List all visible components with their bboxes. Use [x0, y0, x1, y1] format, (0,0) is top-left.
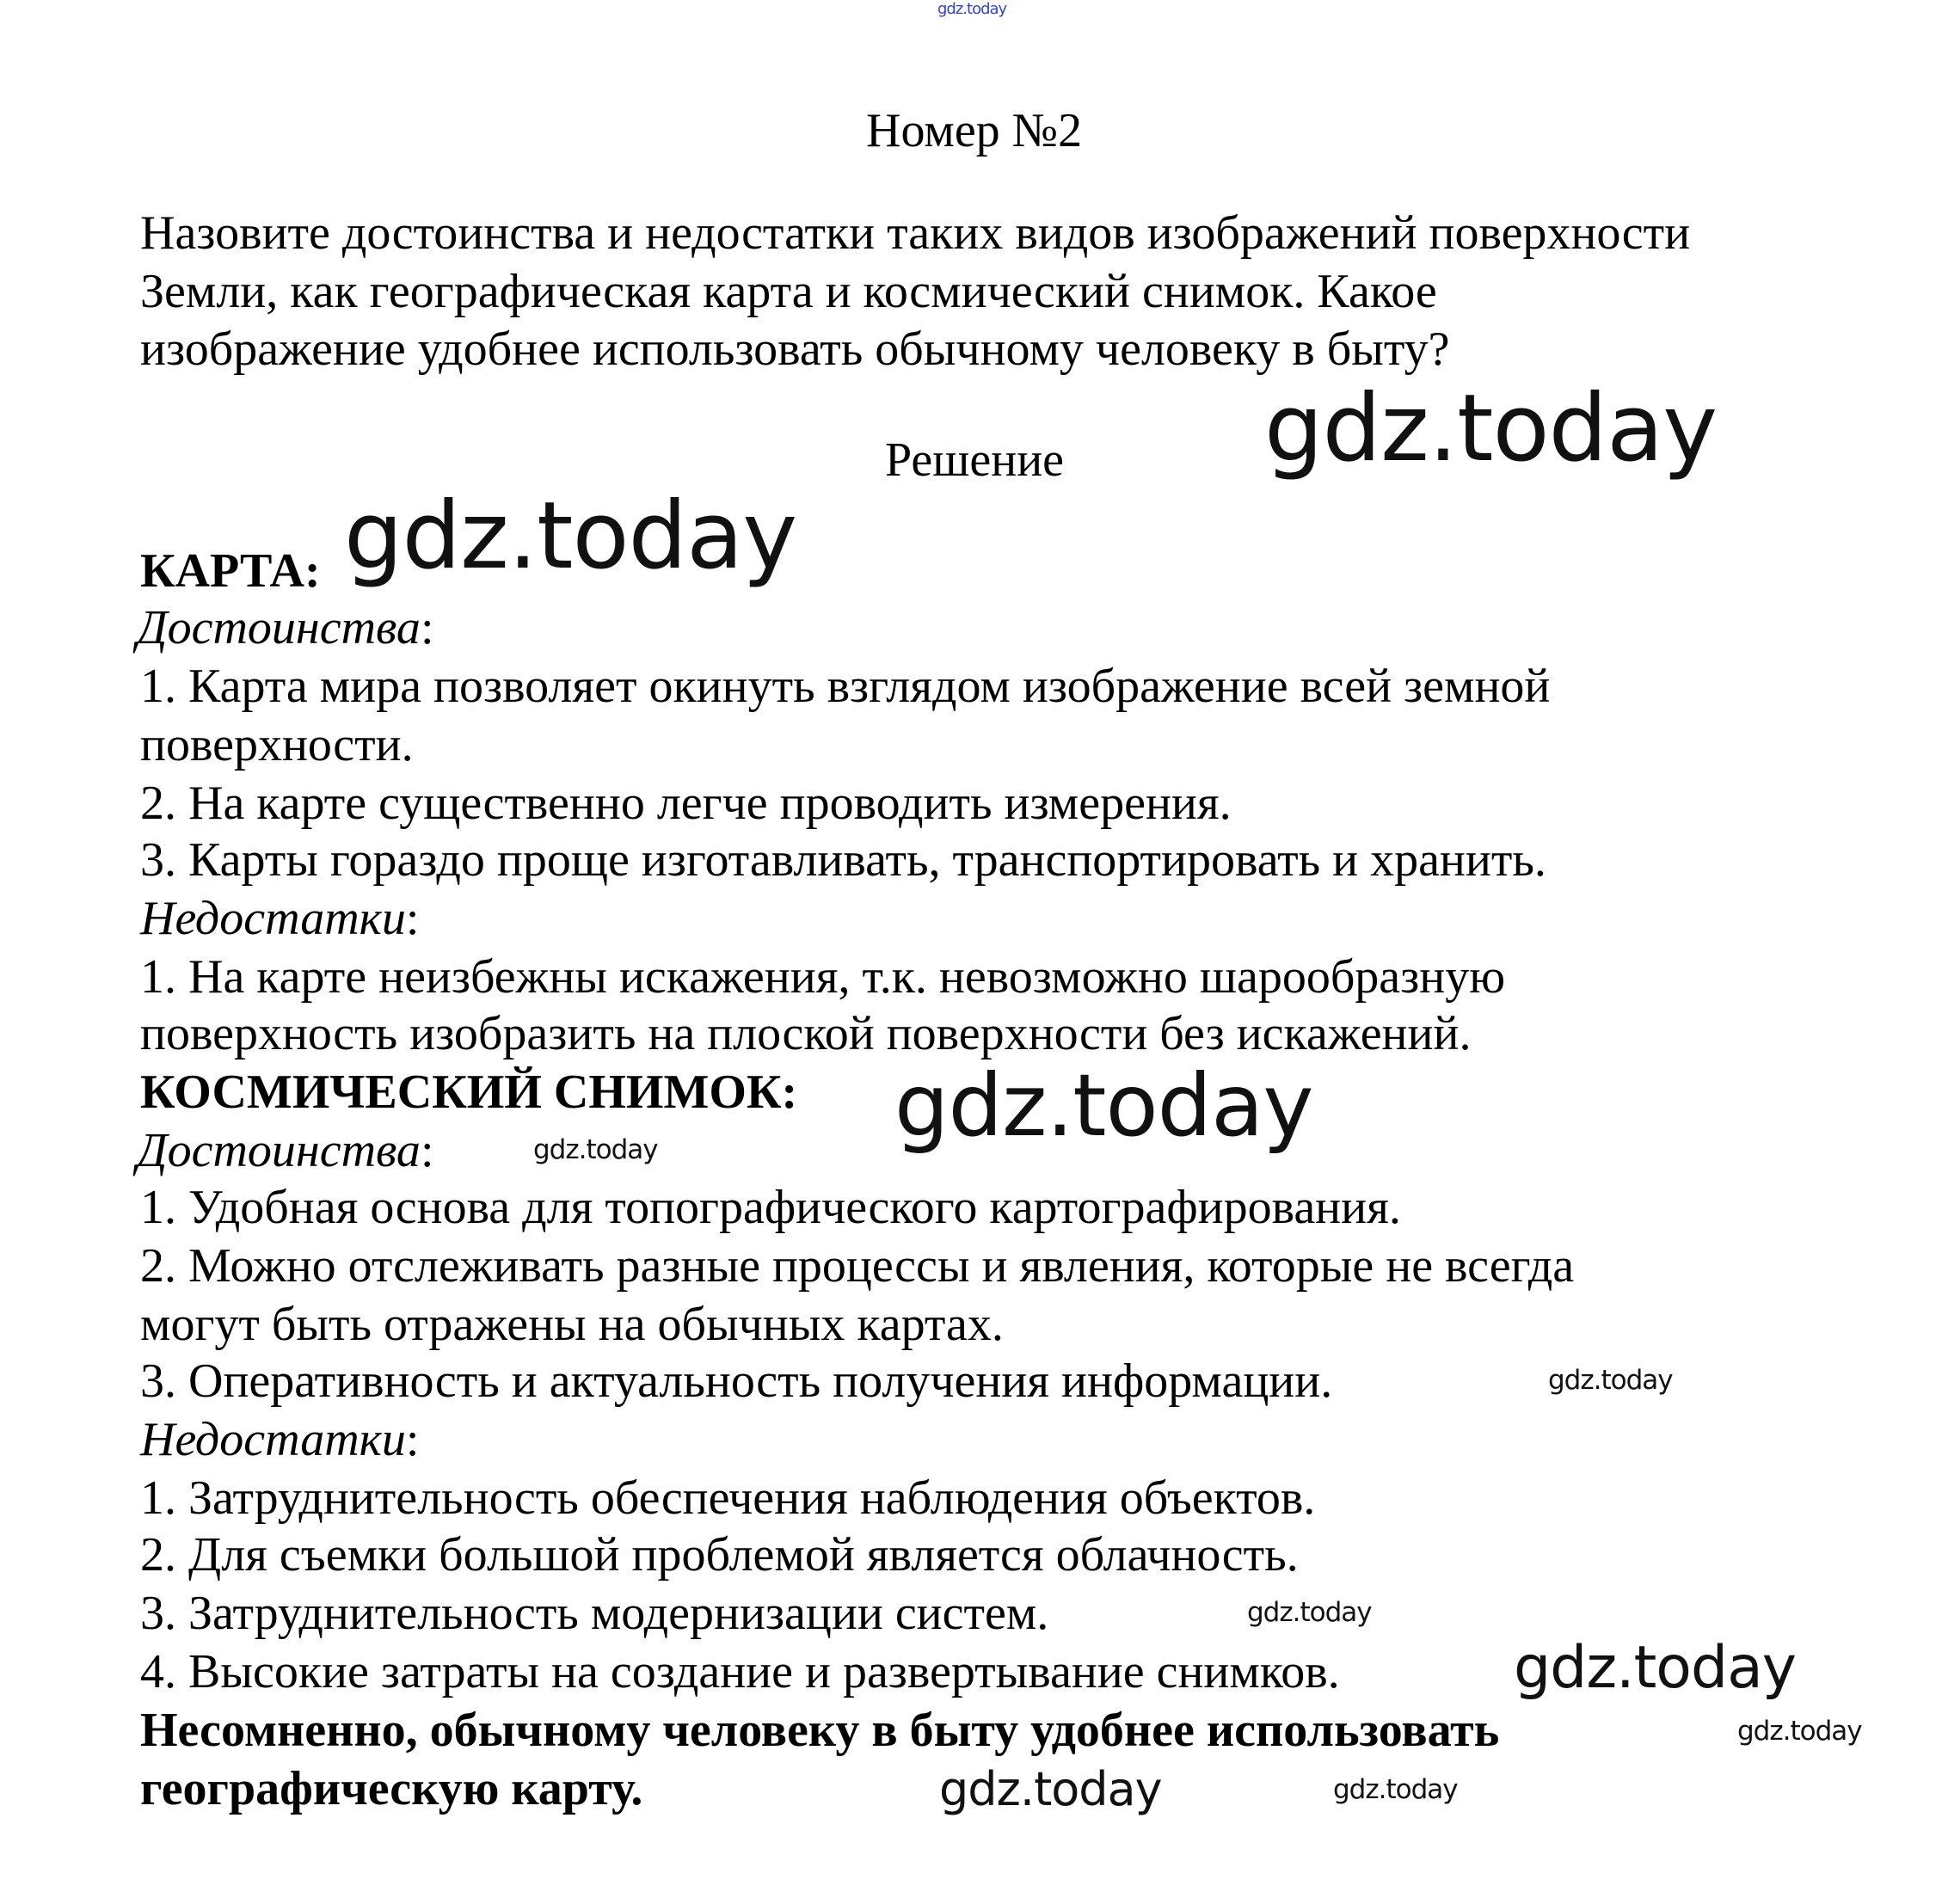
conclusion-line: Несомненно, обычному человеку в быту удобнее использовать [140, 1704, 1500, 1757]
list-item: 1. Карта мира позволяет окинуть взглядом изображение всей земной [140, 660, 1551, 713]
satellite-pros-label [137, 1125, 434, 1176]
list-item: 2. Можно отслеживать разные процессы и явления, которые не всегда [140, 1239, 1575, 1293]
satellite-heading: КОСМИЧЕСКИЙ СНИМОК: [140, 1066, 798, 1119]
conclusion-line: географическую карту. [140, 1762, 643, 1815]
watermark: gdz.today [1333, 1774, 1458, 1805]
question-line: Назовите достоинства и недостатки таких видов изображений поверхности [140, 206, 1691, 260]
colon: : [420, 601, 434, 654]
map-cons-label [140, 893, 419, 944]
list-item: 4. Высокие затраты на создание и развертывание снимков. [140, 1645, 1340, 1698]
watermark: gdz.today [1548, 1365, 1673, 1396]
colon: : [405, 892, 420, 945]
pros-label-text: Достоинства [137, 601, 421, 654]
watermark-top: gdz.today [937, 0, 1007, 18]
list-item: могут быть отражены на обычных картах. [140, 1298, 1004, 1351]
watermark: gdz.today [1247, 1597, 1372, 1628]
map-pros-label [137, 602, 434, 654]
list-item: 1. На карте неизбежны искажения, т.к. невозможно шарообразную [140, 950, 1506, 1004]
list-item: 3. Карты гораздо проще изготавливать, транспортировать и хранить. [140, 833, 1546, 887]
map-heading: КАРТА: [140, 544, 321, 598]
list-item: поверхность изобразить на плоской поверхности без искажений. [140, 1007, 1472, 1060]
list-item: 3. Затруднительность модернизации систем. [140, 1587, 1049, 1640]
question-line: Земли, как географическая карта и космический снимок. Какое [140, 265, 1437, 318]
watermark: gdz.today [939, 1762, 1162, 1816]
watermark: gdz.today [344, 482, 797, 590]
watermark: gdz.today [533, 1134, 658, 1165]
colon: : [420, 1124, 434, 1177]
watermark: gdz.today [1737, 1716, 1862, 1747]
list-item: 3. Оперативность и актуальность получения информации. [140, 1354, 1333, 1408]
cons-label-text: Недостатки [140, 1413, 406, 1466]
list-item: поверхности. [140, 718, 414, 771]
list-item: 2. На карте существенно легче проводить измерения. [140, 777, 1232, 830]
question-line: изображение удобнее использовать обычному человеку в быту? [140, 322, 1450, 376]
satellite-cons-label [140, 1414, 419, 1465]
title: Номер №2 [866, 104, 1083, 157]
solution-heading: Решение [885, 433, 1065, 487]
colon: : [405, 1413, 420, 1466]
watermark: gdz.today [1264, 375, 1718, 482]
list-item: 2. Для съемки большой проблемой является облачность. [140, 1528, 1299, 1582]
watermark: gdz.today [1514, 1634, 1796, 1702]
list-item: 1. Затруднительность обеспечения наблюдения объектов. [140, 1471, 1316, 1525]
watermark: gdz.today [894, 1055, 1313, 1156]
list-item: 1. Удобная основа для топографического картографирования. [140, 1181, 1401, 1234]
cons-label-text: Недостатки [140, 892, 406, 945]
pros-label-text: Достоинства [137, 1124, 421, 1177]
